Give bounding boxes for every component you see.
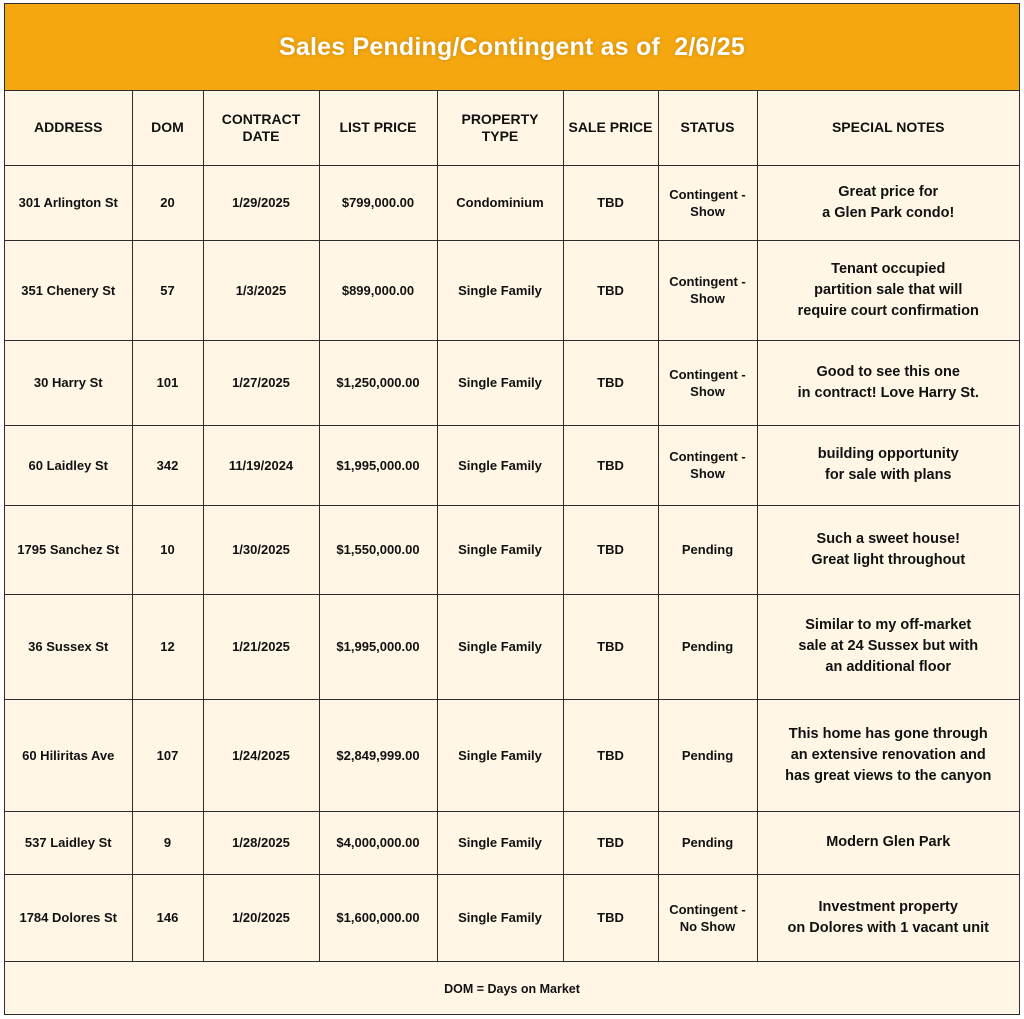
sale-price-cell: TBD (563, 165, 658, 240)
special-notes-cell: Great price for a Glen Park condo! (757, 165, 1019, 240)
contract-date-cell: 1/24/2025 (203, 699, 319, 811)
header-row (5, 91, 1019, 165)
sale-price-cell: TBD (563, 240, 658, 340)
property-type-cell: Single Family (437, 340, 563, 425)
contract-date-cell: 1/27/2025 (203, 340, 319, 425)
property-type-cell: Single Family (437, 811, 563, 874)
address-cell: 1784 Dolores St (5, 874, 132, 961)
dom-cell: 57 (132, 240, 203, 340)
dom-legend: DOM = Days on Market (444, 981, 580, 996)
table-row (5, 425, 1019, 505)
sale-price-cell: TBD (563, 811, 658, 874)
address-cell: 30 Harry St (5, 340, 132, 425)
special-notes-cell: Modern Glen Park (757, 811, 1019, 874)
contract-date-cell: 1/30/2025 (203, 505, 319, 594)
address-cell: 537 Laidley St (5, 811, 132, 874)
dom-cell: 10 (132, 505, 203, 594)
contract-date-cell: 1/3/2025 (203, 240, 319, 340)
list-price-cell: $1,250,000.00 (319, 340, 437, 425)
dom-cell: 9 (132, 811, 203, 874)
status-cell: Pending (658, 699, 757, 811)
sale-price-cell: TBD (563, 594, 658, 699)
column-header-property-type: PROPERTY TYPE (437, 91, 563, 165)
dom-cell: 101 (132, 340, 203, 425)
special-notes-cell: This home has gone through an extensive renovation and has great views to the canyon (757, 699, 1019, 811)
title-banner (5, 4, 1019, 91)
address-cell: 301 Arlington St (5, 165, 132, 240)
page-title: Sales Pending/Contingent as of 2/6/25 (278, 32, 746, 61)
dom-cell: 12 (132, 594, 203, 699)
table-row (5, 594, 1019, 699)
contract-date-cell: 1/29/2025 (203, 165, 319, 240)
property-type-cell: Single Family (437, 699, 563, 811)
property-type-cell: Single Family (437, 505, 563, 594)
column-header-status: STATUS (658, 91, 757, 165)
sale-price-cell: TBD (563, 505, 658, 594)
footer-note (5, 962, 1019, 1016)
column-header-address: ADDRESS (5, 91, 132, 165)
column-header-dom: DOM (132, 91, 203, 165)
list-price-cell: $799,000.00 (319, 165, 437, 240)
address-cell: 351 Chenery St (5, 240, 132, 340)
sales-table (5, 91, 1019, 962)
contract-date-cell: 1/20/2025 (203, 874, 319, 961)
property-type-cell: Single Family (437, 594, 563, 699)
list-price-cell: $1,600,000.00 (319, 874, 437, 961)
status-cell: Contingent - No Show (658, 874, 757, 961)
table-row (5, 340, 1019, 425)
special-notes-cell: building opportunity for sale with plans (757, 425, 1019, 505)
status-cell: Contingent - Show (658, 340, 757, 425)
list-price-cell: $1,995,000.00 (319, 425, 437, 505)
dom-cell: 20 (132, 165, 203, 240)
property-type-cell: Single Family (437, 874, 563, 961)
table-row (5, 699, 1019, 811)
column-header-contract-date: CONTRACT DATE (203, 91, 319, 165)
column-header-special-notes: SPECIAL NOTES (757, 91, 1019, 165)
table-row (5, 505, 1019, 594)
address-cell: 60 Hiliritas Ave (5, 699, 132, 811)
dom-cell: 146 (132, 874, 203, 961)
sale-price-cell: TBD (563, 699, 658, 811)
dom-cell: 342 (132, 425, 203, 505)
address-cell: 36 Sussex St (5, 594, 132, 699)
list-price-cell: $1,995,000.00 (319, 594, 437, 699)
table-row (5, 874, 1019, 961)
special-notes-cell: Investment property on Dolores with 1 vacant unit (757, 874, 1019, 961)
sale-price-cell: TBD (563, 874, 658, 961)
status-cell: Pending (658, 505, 757, 594)
contract-date-cell: 11/19/2024 (203, 425, 319, 505)
contract-date-cell: 1/21/2025 (203, 594, 319, 699)
list-price-cell: $4,000,000.00 (319, 811, 437, 874)
status-cell: Contingent - Show (658, 240, 757, 340)
status-cell: Contingent - Show (658, 425, 757, 505)
sale-price-cell: TBD (563, 425, 658, 505)
dom-cell: 107 (132, 699, 203, 811)
special-notes-cell: Similar to my off-market sale at 24 Sussex but with an additional floor (757, 594, 1019, 699)
table-row (5, 811, 1019, 874)
column-header-list-price: LIST PRICE (319, 91, 437, 165)
table-row (5, 165, 1019, 240)
special-notes-cell: Such a sweet house! Great light throughout (757, 505, 1019, 594)
special-notes-cell: Tenant occupied partition sale that will require court confirmation (757, 240, 1019, 340)
property-type-cell: Condominium (437, 165, 563, 240)
status-cell: Pending (658, 594, 757, 699)
table-row (5, 240, 1019, 340)
property-type-cell: Single Family (437, 240, 563, 340)
list-price-cell: $1,550,000.00 (319, 505, 437, 594)
column-header-sale-price: SALE PRICE (563, 91, 658, 165)
status-cell: Contingent - Show (658, 165, 757, 240)
property-type-cell: Single Family (437, 425, 563, 505)
status-cell: Pending (658, 811, 757, 874)
sales-report-sheet (4, 3, 1020, 1015)
list-price-cell: $899,000.00 (319, 240, 437, 340)
contract-date-cell: 1/28/2025 (203, 811, 319, 874)
list-price-cell: $2,849,999.00 (319, 699, 437, 811)
address-cell: 1795 Sanchez St (5, 505, 132, 594)
address-cell: 60 Laidley St (5, 425, 132, 505)
sale-price-cell: TBD (563, 340, 658, 425)
special-notes-cell: Good to see this one in contract! Love Harry St. (757, 340, 1019, 425)
